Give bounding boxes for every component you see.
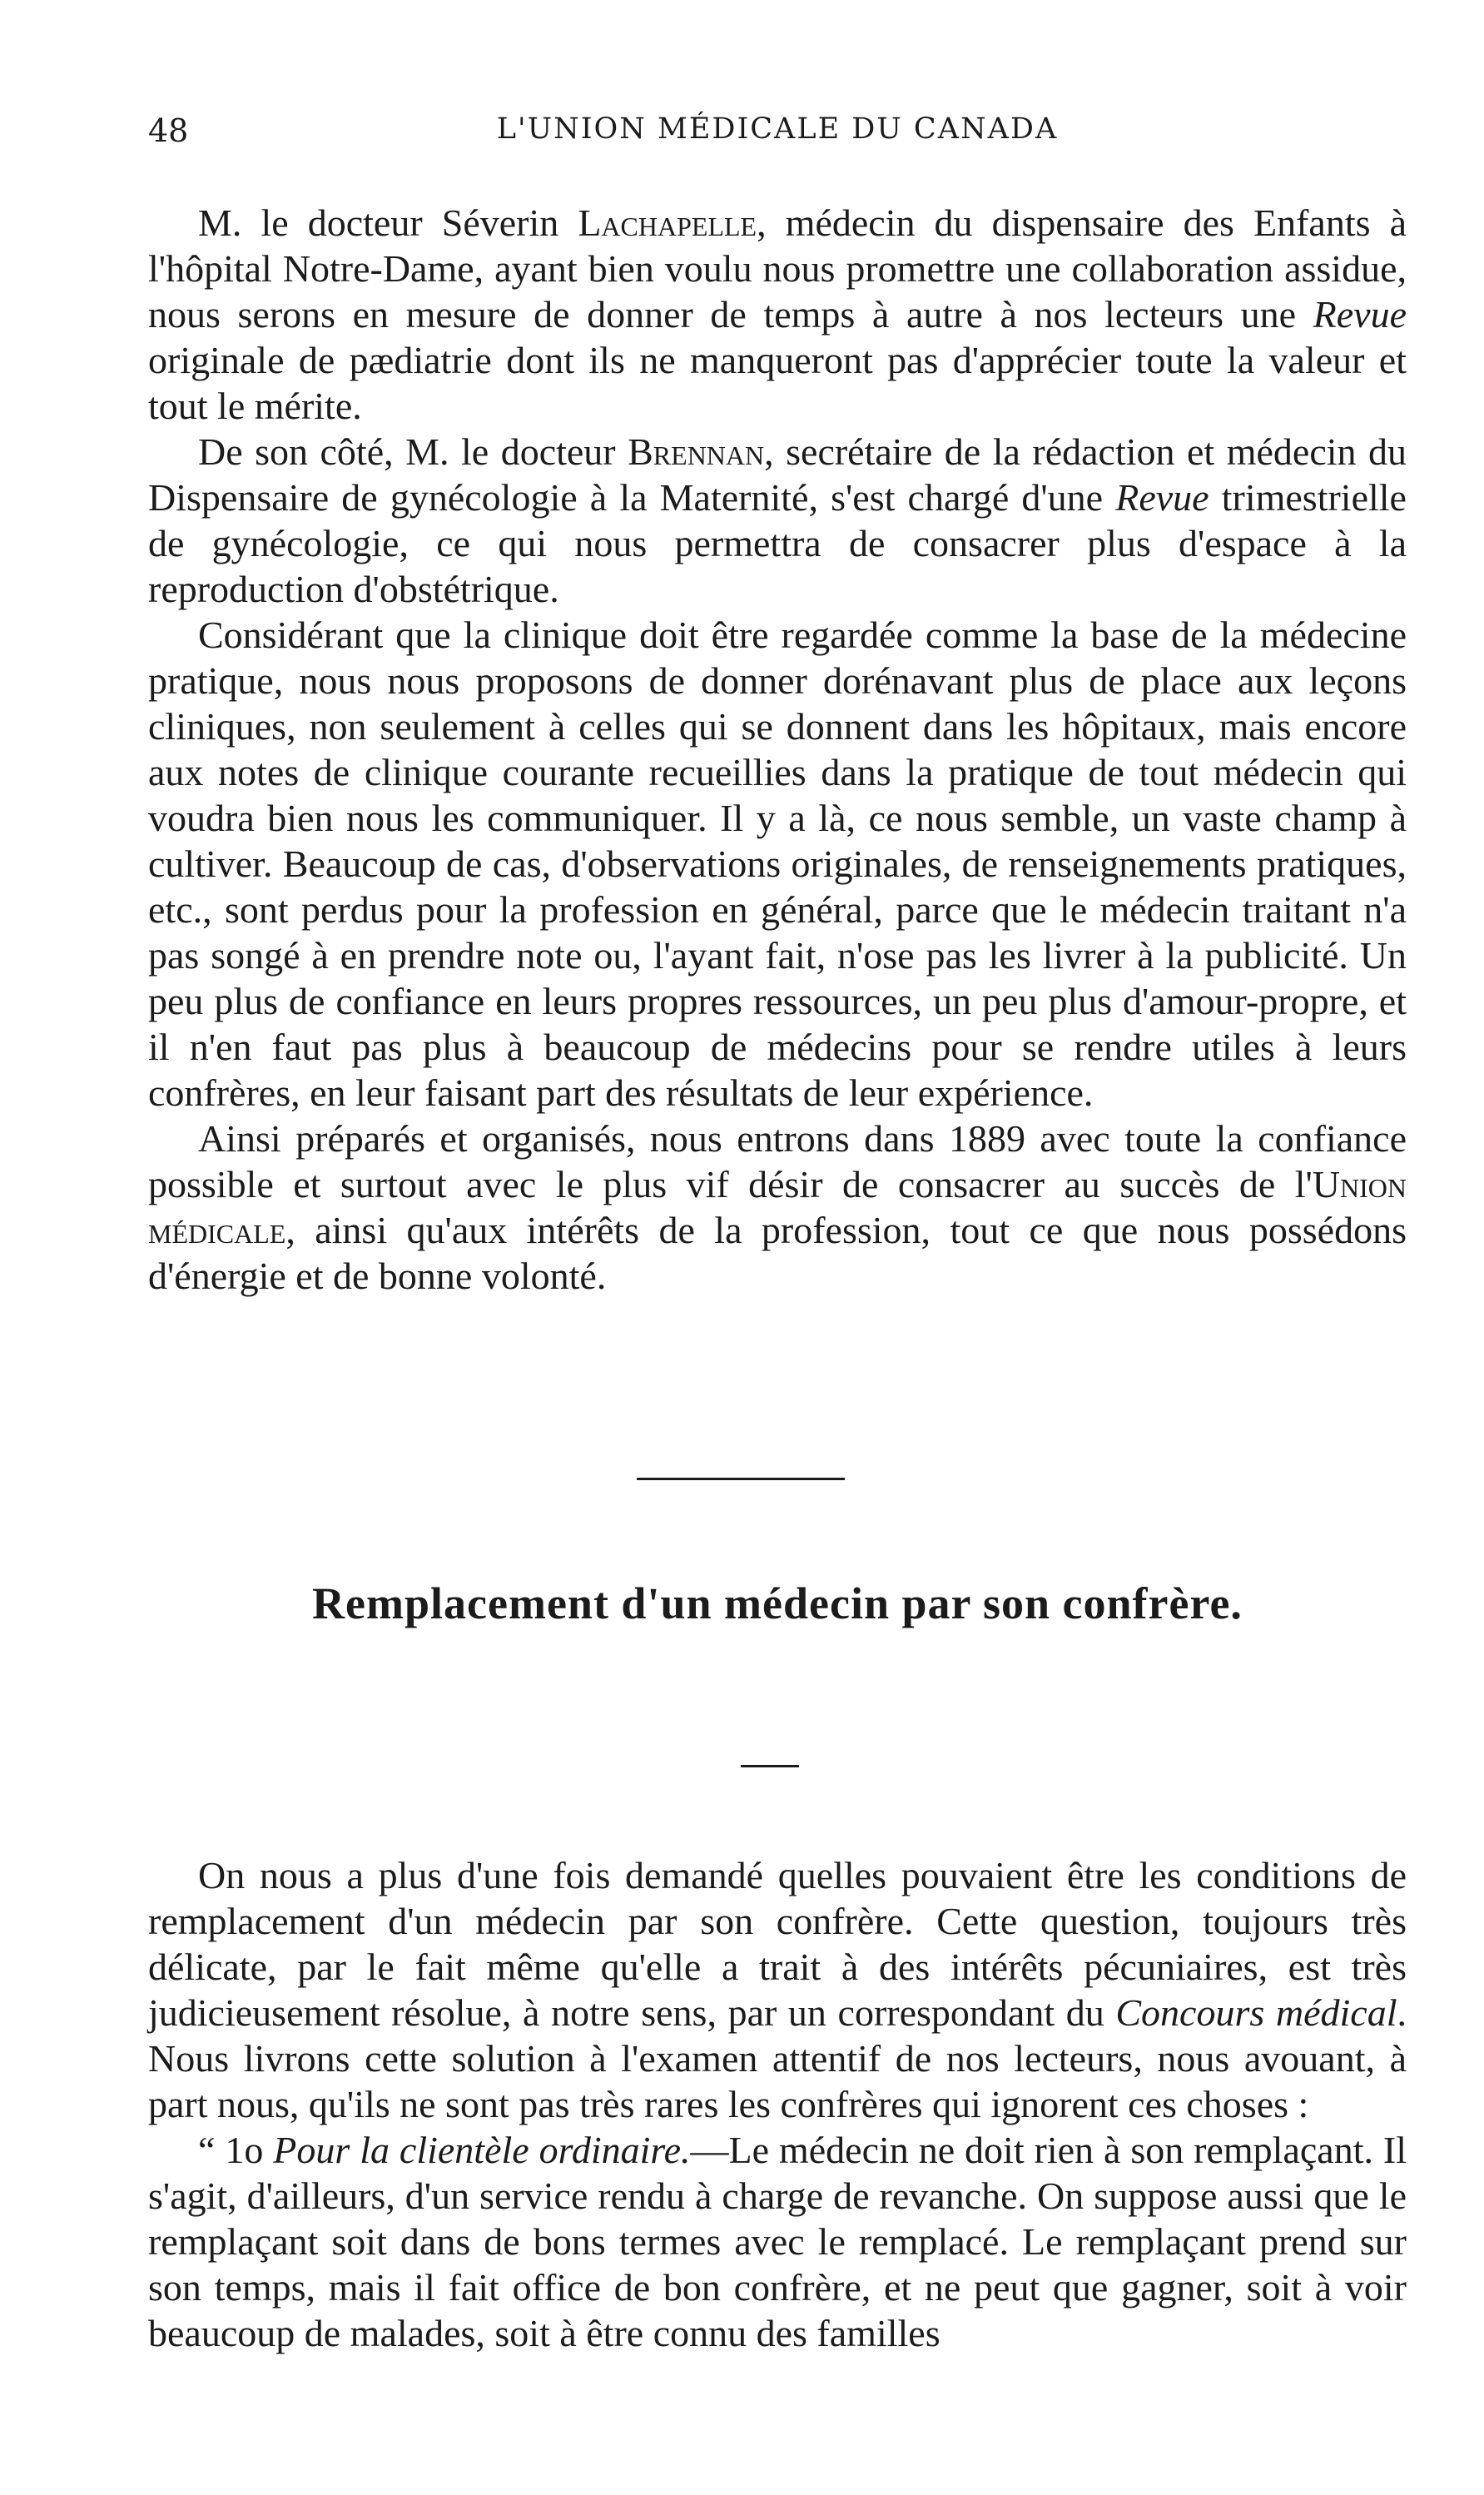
paragraph-clientele: “ 1o Pour la clientèle ordinaire.—Le médecin ne doit rien à son remplaçant. Il s'agit, d'ailleurs, d'un service rendu à charge de revanche. On suppose aussi que le remplaçant soit dans de bons termes avec le remplacé. Le remplaçant prend sur son temps, mais il fait office de bon confrère, et ne peut que gagner, soit à voir beaucoup de malades, soit à être connu des familles <box>148 2129 1407 2354</box>
paragraph-conclusion: Ainsi préparés et organisés, nous entrons dans 1889 avec toute la confiance possible et surtout avec le plus vif désir de consacrer au succès de l'Union médicale, ainsi qu'aux intérêts de la profession, tout ce que nous possédons d'énergie et de bonne volonté. <box>148 1117 1407 1297</box>
paragraph-clinique: Considérant que la clinique doit être regardée comme la base de la médecine pratique, nous nous proposons de donner dorénavant plus de place aux leçons cliniques, non seulement à celles qui se donnent dans les hôpitaux, mais encore aux notes de clinique courante recueillies dans la pratique de tout médecin qui voudra bien nous les communiquer. Il y a là, ce nous semble, un vaste champ à cultiver. Beaucoup de cas, d'observations originales, de renseignements pratiques, etc., sont perdus pour la profession en général, parce que le médecin traitant n'a pas songé à en prendre note ou, l'ayant fait, n'ose pas les livrer à la publicité. Un peu plus de confiance en leurs propres ressources, un peu plus d'amour-propre, et il n'en faut pas plus à beaucoup de médecins pour se rendre utiles à leurs confrères, en leur faisant part des résultats de leur expérience. <box>148 614 1407 1114</box>
editorial-section <box>148 200 1407 1299</box>
page-header <box>148 112 1407 162</box>
paragraph-lachapelle: M. le docteur Séverin Lachapelle, médecin du dispensaire des Enfants à l'hôpital Notre-Dame, ayant bien voulu nous promettre une collaboration assidue, nous serons en mesure de donner de temps à autre à nos lecteurs une Revue originale de pædiatrie dont ils ne manqueront pas d'apprécier toute la valeur et tout le mérite. <box>148 201 1407 427</box>
paragraph-intro: On nous a plus d'une fois demandé quelles pouvaient être les conditions de remplacement d'un médecin par son confrère. Cette question, toujours très délicate, par le fait même qu'elle a trait à des intérêts pécuniaires, est très judicieusement résolue, à notre sens, par un correspondant du Concours médical. Nous livrons cette solution à l'examen attentif de nos lecteurs, nous avouant, à part nous, qu'ils ne sont pas très rares les confrères qui ignorent ces choses : <box>148 1854 1407 2125</box>
title-underline <box>741 1765 799 1767</box>
section-title: Remplacement d'un médecin par son confrère. <box>312 1578 1243 1628</box>
running-head: L'UNION MÉDICALE DU CANADA <box>496 112 1059 146</box>
journal-name: Union médicale <box>148 1163 1407 1251</box>
article-section <box>148 1852 1407 2356</box>
author-name: Brennan <box>628 430 765 473</box>
author-name: Lachapelle <box>578 201 757 244</box>
journal-name: Concours médical <box>1115 1991 1397 2034</box>
page-number: 48 <box>148 112 189 149</box>
paragraph-brennan: De son côté, M. le docteur Brennan, secrétaire de la rédaction et médecin du Dispensaire de gynécologie à la Maternité, s'est chargé d'une Revue trimestrielle de gynécologie, ce qui nous permettra de consacrer plus d'espace à la reproduction d'obstétrique. <box>148 430 1407 610</box>
section-divider <box>637 1478 845 1480</box>
